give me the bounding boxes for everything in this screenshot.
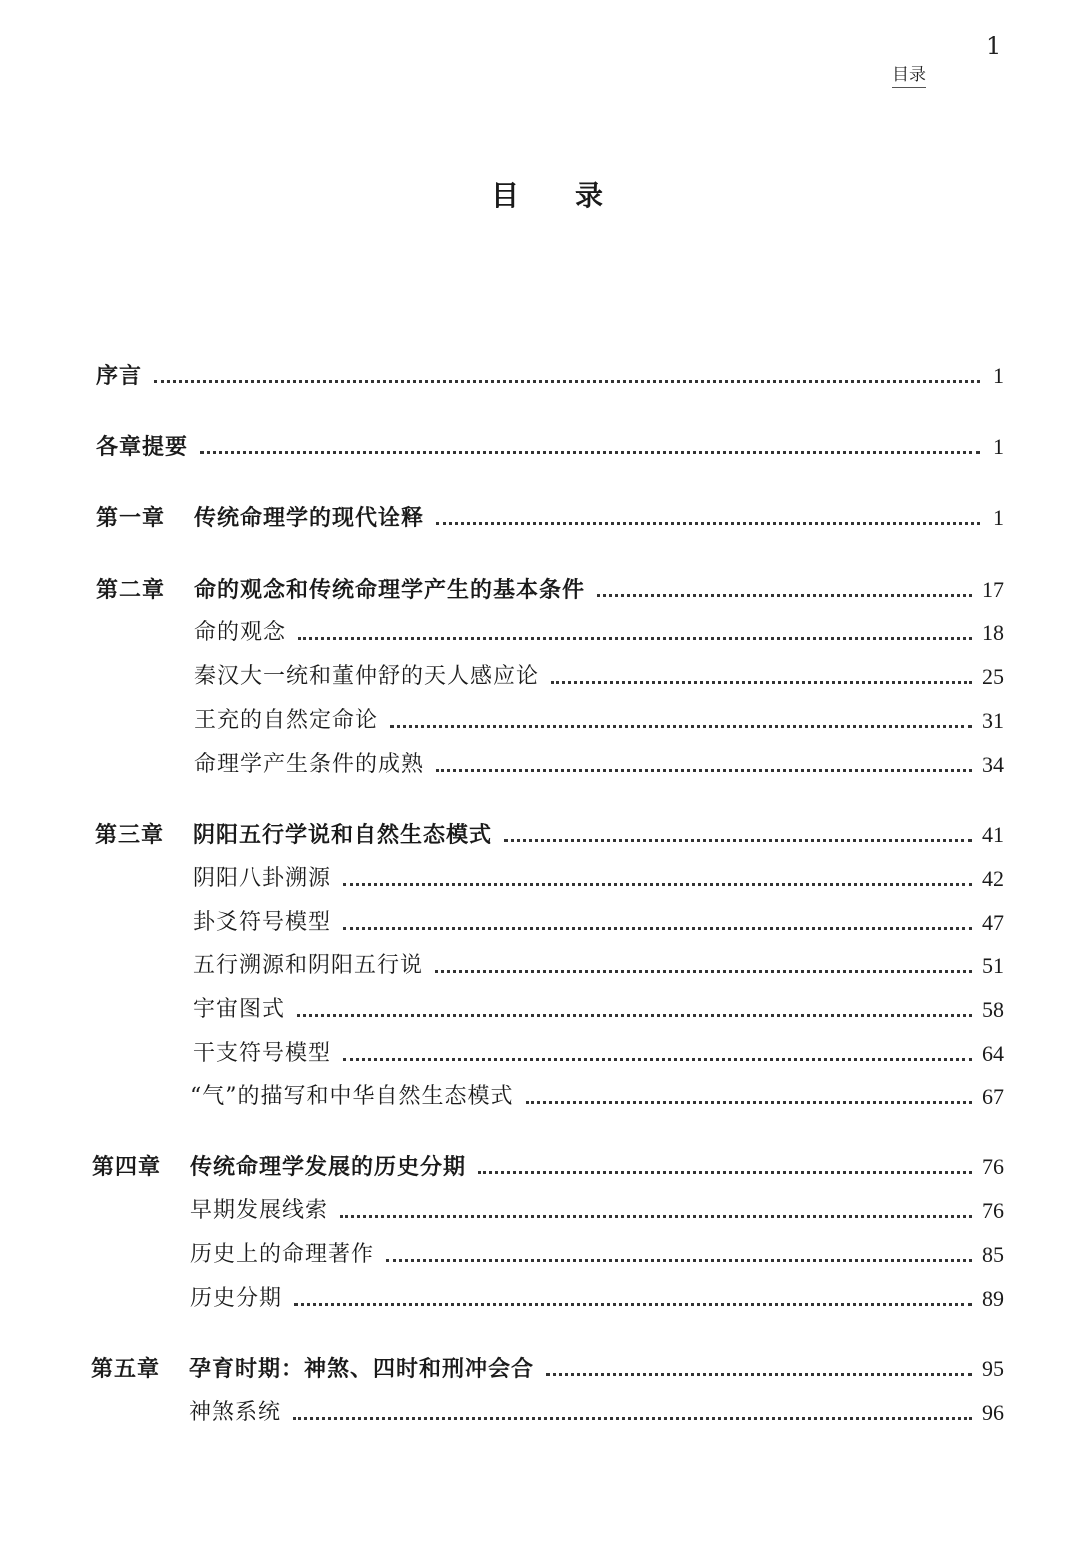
toc-entry-title: 序言 — [96, 363, 143, 389]
toc-entry-page: 76 — [982, 1198, 1004, 1223]
toc-entry-page: 1 — [993, 363, 1004, 388]
toc-entry-preface — [96, 357, 1004, 391]
toc-entry-page: 96 — [982, 1400, 1004, 1425]
chapter-number: 第四章 — [92, 1154, 162, 1180]
toc-entry-page: 25 — [982, 664, 1004, 689]
toc-entry-title: 历史上的命理著作 — [190, 1242, 375, 1267]
toc-entry-title: 传统命理学发展的历史分期 — [190, 1154, 467, 1180]
toc-entry-page: 64 — [982, 1041, 1004, 1066]
toc-entry-section — [194, 614, 1004, 648]
toc-entry-chapter-3 — [95, 816, 1004, 850]
toc-entry-title: “气”的描写和中华自然生态模式 — [190, 1084, 514, 1109]
dot-leader — [343, 883, 972, 886]
dot-leader — [597, 594, 972, 597]
dot-leader — [386, 1259, 972, 1262]
toc-entry-title: 宇宙图式 — [193, 997, 286, 1022]
toc-entry-section — [190, 1280, 1004, 1314]
toc-entry-page: 47 — [982, 910, 1004, 935]
toc-entry-chapter-2 — [96, 571, 1004, 605]
dot-leader — [343, 927, 972, 930]
dot-leader — [200, 451, 980, 454]
toc-entry-title: 传统命理学的现代诠释 — [194, 505, 425, 531]
dot-leader — [546, 1373, 972, 1376]
toc-entry-page: 51 — [982, 953, 1004, 978]
toc-heading: 目录 — [491, 179, 660, 212]
toc-entry-section — [190, 1192, 1004, 1226]
dot-leader — [435, 970, 972, 973]
dot-leader — [551, 681, 972, 684]
page-number: 1 — [986, 32, 1002, 60]
toc-entry-chapter-4 — [92, 1148, 1004, 1182]
dot-leader — [340, 1215, 972, 1218]
dot-leader — [293, 1417, 972, 1420]
toc-entry-section — [193, 947, 1004, 981]
dot-leader — [294, 1303, 972, 1306]
dot-leader — [478, 1171, 972, 1174]
chapter-number: 第二章 — [96, 577, 166, 603]
dot-leader — [436, 522, 980, 525]
toc-entry-title: 干支符号模型 — [193, 1041, 332, 1066]
toc-entry-section — [193, 1035, 1004, 1069]
chapter-number: 第一章 — [96, 505, 166, 531]
toc-entry-section — [194, 746, 1004, 780]
toc-entry-page: 31 — [982, 708, 1004, 733]
toc-entry-page: 1 — [993, 434, 1004, 459]
toc-entry-title: 早期发展线索 — [190, 1198, 329, 1223]
toc-entry-page: 89 — [982, 1286, 1004, 1311]
toc-entry-page: 58 — [982, 997, 1004, 1022]
toc-entry-chapter-1 — [96, 499, 1004, 533]
toc-entry-title: 卦爻符号模型 — [193, 910, 332, 935]
toc-entry-page: 95 — [982, 1356, 1004, 1381]
toc-entry-page: 42 — [982, 866, 1004, 891]
toc-entry-title: 历史分期 — [190, 1286, 283, 1311]
toc-entry-title: 神煞系统 — [189, 1400, 282, 1425]
running-head: 目录 — [892, 64, 926, 88]
dot-leader — [390, 725, 972, 728]
toc-entry-summary — [96, 428, 1004, 462]
toc-entry-section — [194, 658, 1004, 692]
toc-entry-title: 命的观念和传统命理学产生的基本条件 — [194, 577, 586, 603]
toc-entry-section — [193, 860, 1004, 894]
chapter-number: 第三章 — [95, 822, 165, 848]
toc-entry-page: 1 — [993, 505, 1004, 530]
dot-leader — [297, 1014, 972, 1017]
dot-leader — [343, 1058, 972, 1061]
toc-entry-title: 阴阳五行学说和自然生态模式 — [193, 822, 493, 848]
chapter-number: 第五章 — [91, 1356, 161, 1382]
toc-entry-page: 76 — [982, 1154, 1004, 1179]
dot-leader — [504, 839, 972, 842]
dot-leader — [154, 380, 980, 383]
dot-leader — [298, 637, 972, 640]
toc-entry-title: 命理学产生条件的成熟 — [194, 752, 425, 777]
dot-leader — [436, 769, 972, 772]
toc-entry-chapter-5 — [91, 1350, 1004, 1384]
toc-entry-section — [193, 904, 1004, 938]
toc-entry-title: 五行溯源和阴阳五行说 — [193, 953, 424, 978]
dot-leader — [526, 1101, 973, 1104]
toc-entry-section — [194, 702, 1004, 736]
toc-entry-page: 34 — [982, 752, 1004, 777]
toc-entry-title: 阴阳八卦溯源 — [193, 866, 332, 891]
toc-entry-page: 41 — [982, 822, 1004, 847]
toc-entry-title: 孕育时期：神煞、四时和刑冲会合 — [189, 1356, 535, 1382]
toc-entry-title: 秦汉大一统和董仲舒的天人感应论 — [194, 664, 540, 689]
toc-entry-title: 命的观念 — [194, 620, 287, 645]
toc-entry-section — [190, 1078, 1004, 1112]
toc-entry-page: 67 — [982, 1084, 1004, 1109]
toc-entry-section — [190, 1236, 1004, 1270]
toc-entry-section — [193, 991, 1004, 1025]
toc-entry-title: 各章提要 — [96, 434, 189, 460]
toc-entry-title: 王充的自然定命论 — [194, 708, 379, 733]
toc-entry-page: 18 — [982, 620, 1004, 645]
toc-entry-page: 17 — [982, 577, 1004, 602]
toc-entry-section — [189, 1394, 1004, 1428]
toc-entry-page: 85 — [982, 1242, 1004, 1267]
